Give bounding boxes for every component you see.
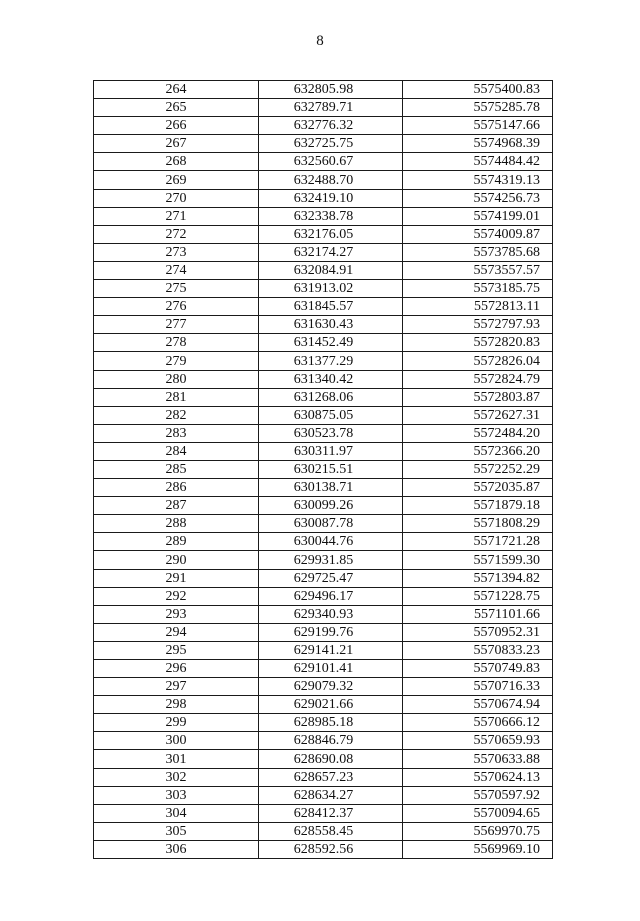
point-number-cell: 277 xyxy=(94,316,259,334)
x-coordinate-cell: 629931.85 xyxy=(259,551,403,569)
y-coordinate-cell: 5574199.01 xyxy=(403,207,553,225)
table-row xyxy=(94,171,553,189)
x-coordinate-cell: 629340.93 xyxy=(259,605,403,623)
x-coordinate-cell: 632176.05 xyxy=(259,225,403,243)
y-coordinate-cell: 5570659.93 xyxy=(403,732,553,750)
x-coordinate-cell: 632419.10 xyxy=(259,189,403,207)
y-coordinate-cell: 5574319.13 xyxy=(403,171,553,189)
point-number-cell: 291 xyxy=(94,569,259,587)
x-coordinate-cell: 630044.76 xyxy=(259,533,403,551)
table-row xyxy=(94,623,553,641)
point-number-cell: 301 xyxy=(94,750,259,768)
point-number-cell: 268 xyxy=(94,153,259,171)
point-number-cell: 266 xyxy=(94,117,259,135)
x-coordinate-cell: 628592.56 xyxy=(259,840,403,858)
y-coordinate-cell: 5571808.29 xyxy=(403,515,553,533)
table-row xyxy=(94,243,553,261)
x-coordinate-cell: 629021.66 xyxy=(259,696,403,714)
y-coordinate-cell: 5570633.88 xyxy=(403,750,553,768)
point-number-cell: 288 xyxy=(94,515,259,533)
point-number-cell: 282 xyxy=(94,406,259,424)
x-coordinate-cell: 628985.18 xyxy=(259,714,403,732)
y-coordinate-cell: 5570666.12 xyxy=(403,714,553,732)
point-number-cell: 285 xyxy=(94,460,259,478)
x-coordinate-cell: 630087.78 xyxy=(259,515,403,533)
coordinates-table xyxy=(93,80,553,859)
y-coordinate-cell: 5572820.83 xyxy=(403,334,553,352)
x-coordinate-cell: 632338.78 xyxy=(259,207,403,225)
x-coordinate-cell: 629141.21 xyxy=(259,641,403,659)
table-row xyxy=(94,768,553,786)
point-number-cell: 276 xyxy=(94,298,259,316)
table-row xyxy=(94,822,553,840)
x-coordinate-cell: 632725.75 xyxy=(259,135,403,153)
x-coordinate-cell: 630523.78 xyxy=(259,424,403,442)
x-coordinate-cell: 630099.26 xyxy=(259,497,403,515)
y-coordinate-cell: 5574009.87 xyxy=(403,225,553,243)
y-coordinate-cell: 5575147.66 xyxy=(403,117,553,135)
x-coordinate-cell: 628690.08 xyxy=(259,750,403,768)
table-row xyxy=(94,460,553,478)
table-row xyxy=(94,298,553,316)
table-row xyxy=(94,605,553,623)
table-row xyxy=(94,569,553,587)
point-number-cell: 283 xyxy=(94,424,259,442)
table-row xyxy=(94,334,553,352)
x-coordinate-cell: 631268.06 xyxy=(259,388,403,406)
y-coordinate-cell: 5571394.82 xyxy=(403,569,553,587)
table-row xyxy=(94,207,553,225)
point-number-cell: 306 xyxy=(94,840,259,858)
point-number-cell: 265 xyxy=(94,99,259,117)
table-row xyxy=(94,515,553,533)
point-number-cell: 302 xyxy=(94,768,259,786)
table-row xyxy=(94,714,553,732)
table-row xyxy=(94,587,553,605)
point-number-cell: 271 xyxy=(94,207,259,225)
point-number-cell: 270 xyxy=(94,189,259,207)
table-row xyxy=(94,442,553,460)
table-row xyxy=(94,81,553,99)
point-number-cell: 267 xyxy=(94,135,259,153)
table-row xyxy=(94,153,553,171)
y-coordinate-cell: 5574256.73 xyxy=(403,189,553,207)
table-row xyxy=(94,750,553,768)
y-coordinate-cell: 5574484.42 xyxy=(403,153,553,171)
x-coordinate-cell: 628657.23 xyxy=(259,768,403,786)
point-number-cell: 305 xyxy=(94,822,259,840)
point-number-cell: 280 xyxy=(94,370,259,388)
x-coordinate-cell: 630875.05 xyxy=(259,406,403,424)
point-number-cell: 269 xyxy=(94,171,259,189)
y-coordinate-cell: 5572813.11 xyxy=(403,298,553,316)
x-coordinate-cell: 629101.41 xyxy=(259,660,403,678)
y-coordinate-cell: 5571228.75 xyxy=(403,587,553,605)
x-coordinate-cell: 631913.02 xyxy=(259,280,403,298)
table-row xyxy=(94,99,553,117)
x-coordinate-cell: 629199.76 xyxy=(259,623,403,641)
y-coordinate-cell: 5575285.78 xyxy=(403,99,553,117)
table-row xyxy=(94,696,553,714)
point-number-cell: 290 xyxy=(94,551,259,569)
x-coordinate-cell: 629725.47 xyxy=(259,569,403,587)
table-row xyxy=(94,189,553,207)
y-coordinate-cell: 5571879.18 xyxy=(403,497,553,515)
table-row xyxy=(94,840,553,858)
y-coordinate-cell: 5570833.23 xyxy=(403,641,553,659)
point-number-cell: 274 xyxy=(94,261,259,279)
table-row xyxy=(94,551,553,569)
y-coordinate-cell: 5573557.57 xyxy=(403,261,553,279)
x-coordinate-cell: 628846.79 xyxy=(259,732,403,750)
table-row xyxy=(94,261,553,279)
point-number-cell: 295 xyxy=(94,641,259,659)
point-number-cell: 278 xyxy=(94,334,259,352)
x-coordinate-cell: 631845.57 xyxy=(259,298,403,316)
point-number-cell: 273 xyxy=(94,243,259,261)
point-number-cell: 300 xyxy=(94,732,259,750)
table-row xyxy=(94,497,553,515)
x-coordinate-cell: 630311.97 xyxy=(259,442,403,460)
y-coordinate-cell: 5570749.83 xyxy=(403,660,553,678)
y-coordinate-cell: 5570624.13 xyxy=(403,768,553,786)
x-coordinate-cell: 631452.49 xyxy=(259,334,403,352)
x-coordinate-cell: 632084.91 xyxy=(259,261,403,279)
y-coordinate-cell: 5570716.33 xyxy=(403,678,553,696)
y-coordinate-cell: 5575400.83 xyxy=(403,81,553,99)
table-row xyxy=(94,732,553,750)
x-coordinate-cell: 631630.43 xyxy=(259,316,403,334)
y-coordinate-cell: 5572484.20 xyxy=(403,424,553,442)
y-coordinate-cell: 5571599.30 xyxy=(403,551,553,569)
y-coordinate-cell: 5572826.04 xyxy=(403,352,553,370)
point-number-cell: 304 xyxy=(94,804,259,822)
table-row xyxy=(94,786,553,804)
point-number-cell: 287 xyxy=(94,497,259,515)
table-row xyxy=(94,388,553,406)
x-coordinate-cell: 630215.51 xyxy=(259,460,403,478)
table-row xyxy=(94,406,553,424)
point-number-cell: 286 xyxy=(94,479,259,497)
y-coordinate-cell: 5570597.92 xyxy=(403,786,553,804)
x-coordinate-cell: 632776.32 xyxy=(259,117,403,135)
table-row xyxy=(94,533,553,551)
table-row xyxy=(94,117,553,135)
point-number-cell: 294 xyxy=(94,623,259,641)
x-coordinate-cell: 628634.27 xyxy=(259,786,403,804)
table-row xyxy=(94,424,553,442)
table-row xyxy=(94,352,553,370)
y-coordinate-cell: 5572803.87 xyxy=(403,388,553,406)
point-number-cell: 289 xyxy=(94,533,259,551)
y-coordinate-cell: 5573185.75 xyxy=(403,280,553,298)
point-number-cell: 296 xyxy=(94,660,259,678)
table-row xyxy=(94,225,553,243)
x-coordinate-cell: 632174.27 xyxy=(259,243,403,261)
x-coordinate-cell: 628412.37 xyxy=(259,804,403,822)
x-coordinate-cell: 629496.17 xyxy=(259,587,403,605)
point-number-cell: 275 xyxy=(94,280,259,298)
y-coordinate-cell: 5570094.65 xyxy=(403,804,553,822)
point-number-cell: 264 xyxy=(94,81,259,99)
y-coordinate-cell: 5572252.29 xyxy=(403,460,553,478)
x-coordinate-cell: 628558.45 xyxy=(259,822,403,840)
coordinates-table-body xyxy=(94,81,553,859)
point-number-cell: 299 xyxy=(94,714,259,732)
y-coordinate-cell: 5572366.20 xyxy=(403,442,553,460)
y-coordinate-cell: 5572824.79 xyxy=(403,370,553,388)
table-row xyxy=(94,370,553,388)
y-coordinate-cell: 5574968.39 xyxy=(403,135,553,153)
y-coordinate-cell: 5572627.31 xyxy=(403,406,553,424)
table-row xyxy=(94,804,553,822)
table-row xyxy=(94,316,553,334)
point-number-cell: 279 xyxy=(94,352,259,370)
y-coordinate-cell: 5571101.66 xyxy=(403,605,553,623)
y-coordinate-cell: 5570674.94 xyxy=(403,696,553,714)
point-number-cell: 284 xyxy=(94,442,259,460)
x-coordinate-cell: 630138.71 xyxy=(259,479,403,497)
x-coordinate-cell: 631340.42 xyxy=(259,370,403,388)
point-number-cell: 281 xyxy=(94,388,259,406)
table-row xyxy=(94,479,553,497)
y-coordinate-cell: 5571721.28 xyxy=(403,533,553,551)
y-coordinate-cell: 5570952.31 xyxy=(403,623,553,641)
y-coordinate-cell: 5569970.75 xyxy=(403,822,553,840)
table-row xyxy=(94,641,553,659)
page-number: 8 xyxy=(316,33,324,49)
y-coordinate-cell: 5572797.93 xyxy=(403,316,553,334)
table-row xyxy=(94,660,553,678)
y-coordinate-cell: 5572035.87 xyxy=(403,479,553,497)
x-coordinate-cell: 631377.29 xyxy=(259,352,403,370)
point-number-cell: 298 xyxy=(94,696,259,714)
y-coordinate-cell: 5573785.68 xyxy=(403,243,553,261)
table-row xyxy=(94,280,553,298)
point-number-cell: 303 xyxy=(94,786,259,804)
table-row xyxy=(94,135,553,153)
point-number-cell: 292 xyxy=(94,587,259,605)
x-coordinate-cell: 632805.98 xyxy=(259,81,403,99)
point-number-cell: 272 xyxy=(94,225,259,243)
x-coordinate-cell: 632488.70 xyxy=(259,171,403,189)
y-coordinate-cell: 5569969.10 xyxy=(403,840,553,858)
table-row xyxy=(94,678,553,696)
x-coordinate-cell: 629079.32 xyxy=(259,678,403,696)
point-number-cell: 293 xyxy=(94,605,259,623)
x-coordinate-cell: 632789.71 xyxy=(259,99,403,117)
point-number-cell: 297 xyxy=(94,678,259,696)
x-coordinate-cell: 632560.67 xyxy=(259,153,403,171)
